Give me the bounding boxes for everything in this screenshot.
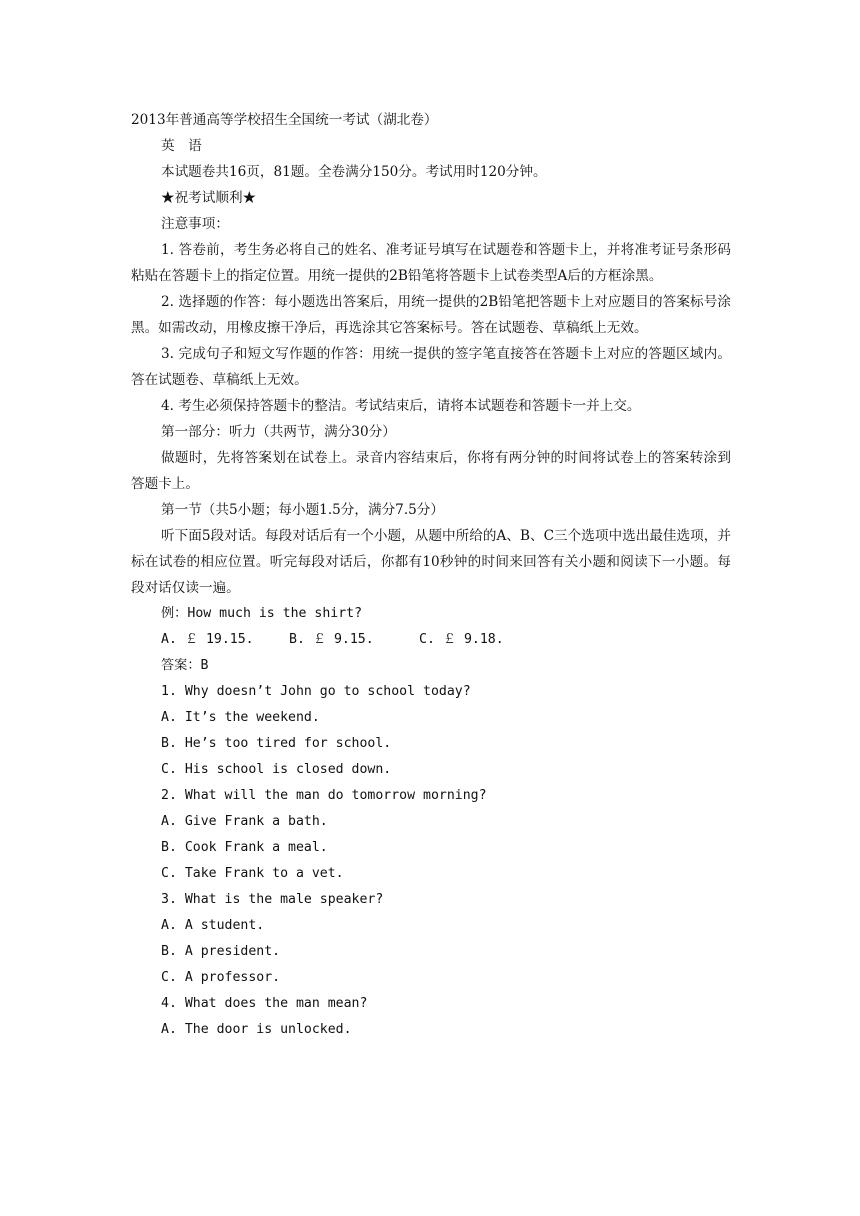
document-body — [131, 107, 731, 1043]
example-options — [131, 627, 731, 653]
example-option-c: C. ￡ 9.18. — [419, 632, 504, 647]
question-3-option-b: B. A president. — [161, 944, 281, 959]
question-1-option-a: A. It’s the weekend. — [161, 710, 320, 725]
subject-label: 英 语 — [161, 138, 202, 154]
question-4: 4. What does the man mean? — [161, 996, 368, 1011]
part1-heading: 第一部分：听力（共两节，满分30分） — [161, 424, 396, 440]
question-2-option-a: A. Give Frank a bath. — [161, 814, 328, 829]
exam-title: 2013年普通高等学校招生全国统一考试（湖北卷） — [131, 112, 438, 128]
question-3-option-c: C. A professor. — [161, 970, 281, 985]
example-answer: 答案：B — [161, 658, 209, 673]
question-2-option-c: C. Take Frank to a vet. — [161, 866, 344, 881]
note-4: 4. 考生必须保持答题卡的整洁。考试结束后，请将本试题卷和答题卡一并上交。 — [161, 398, 641, 414]
question-3: 3. What is the male speaker? — [161, 892, 384, 907]
question-3-option-a: A. A student. — [161, 918, 265, 933]
question-1-option-c: C. His school is closed down. — [161, 762, 392, 777]
note-3: 3. 完成句子和短文写作题的作答：用统一提供的签字笔直接答在答题卡上对应的答题区域内。答在试题卷、草稿纸上无效。 — [131, 346, 731, 388]
section1-instruction: 听下面5段对话。每段对话后有一个小题，从题中所给的A、B、C三个选项中选出最佳选项，并标在试卷的相应位置。听完每段对话后，你都有10秒钟的时间来回答有关小题和阅读下一小题。每段对话仅读一遍。 — [131, 528, 731, 596]
exam-intro: 本试题卷共16页，81题。全卷满分150分。考试用时120分钟。 — [161, 164, 547, 180]
question-2-option-b: B. Cook Frank a meal. — [161, 840, 328, 855]
note-2: 2. 选择题的作答：每小题选出答案后，用统一提供的2B铅笔把答题卡上对应题目的答案标号涂黑。如需改动，用橡皮擦干净后，再选涂其它答案标号。答在试题卷、草稿纸上无效。 — [131, 294, 731, 336]
example-question: 例：How much is the shirt? — [161, 606, 363, 621]
question-1: 1. Why doesn’t John go to school today? — [161, 684, 471, 699]
notes-heading: 注意事项： — [161, 216, 229, 232]
note-1: 1. 答卷前，考生务必将自己的姓名、准考证号填写在试题卷和答题卡上，并将准考证号条形码粘贴在答题卡上的指定位置。用统一提供的2B铅笔将答题卡上试卷类型A后的方框涂黑。 — [131, 242, 731, 284]
good-luck-line: ★祝考试顺利★ — [161, 190, 257, 206]
example-option-a: A. ￡ 19.15. — [161, 632, 254, 647]
question-1-option-b: B. He’s too tired for school. — [161, 736, 392, 751]
section1-heading: 第一节（共5小题；每小题1.5分，满分7.5分） — [161, 502, 444, 518]
question-4-option-a: A. The door is unlocked. — [161, 1022, 352, 1037]
example-option-b: B. ￡ 9.15. — [289, 632, 374, 647]
part1-instruction: 做题时，先将答案划在试卷上。录音内容结束后，你将有两分钟的时间将试卷上的答案转涂到答题卡上。 — [131, 450, 731, 492]
question-2: 2. What will the man do tomorrow morning? — [161, 788, 487, 803]
